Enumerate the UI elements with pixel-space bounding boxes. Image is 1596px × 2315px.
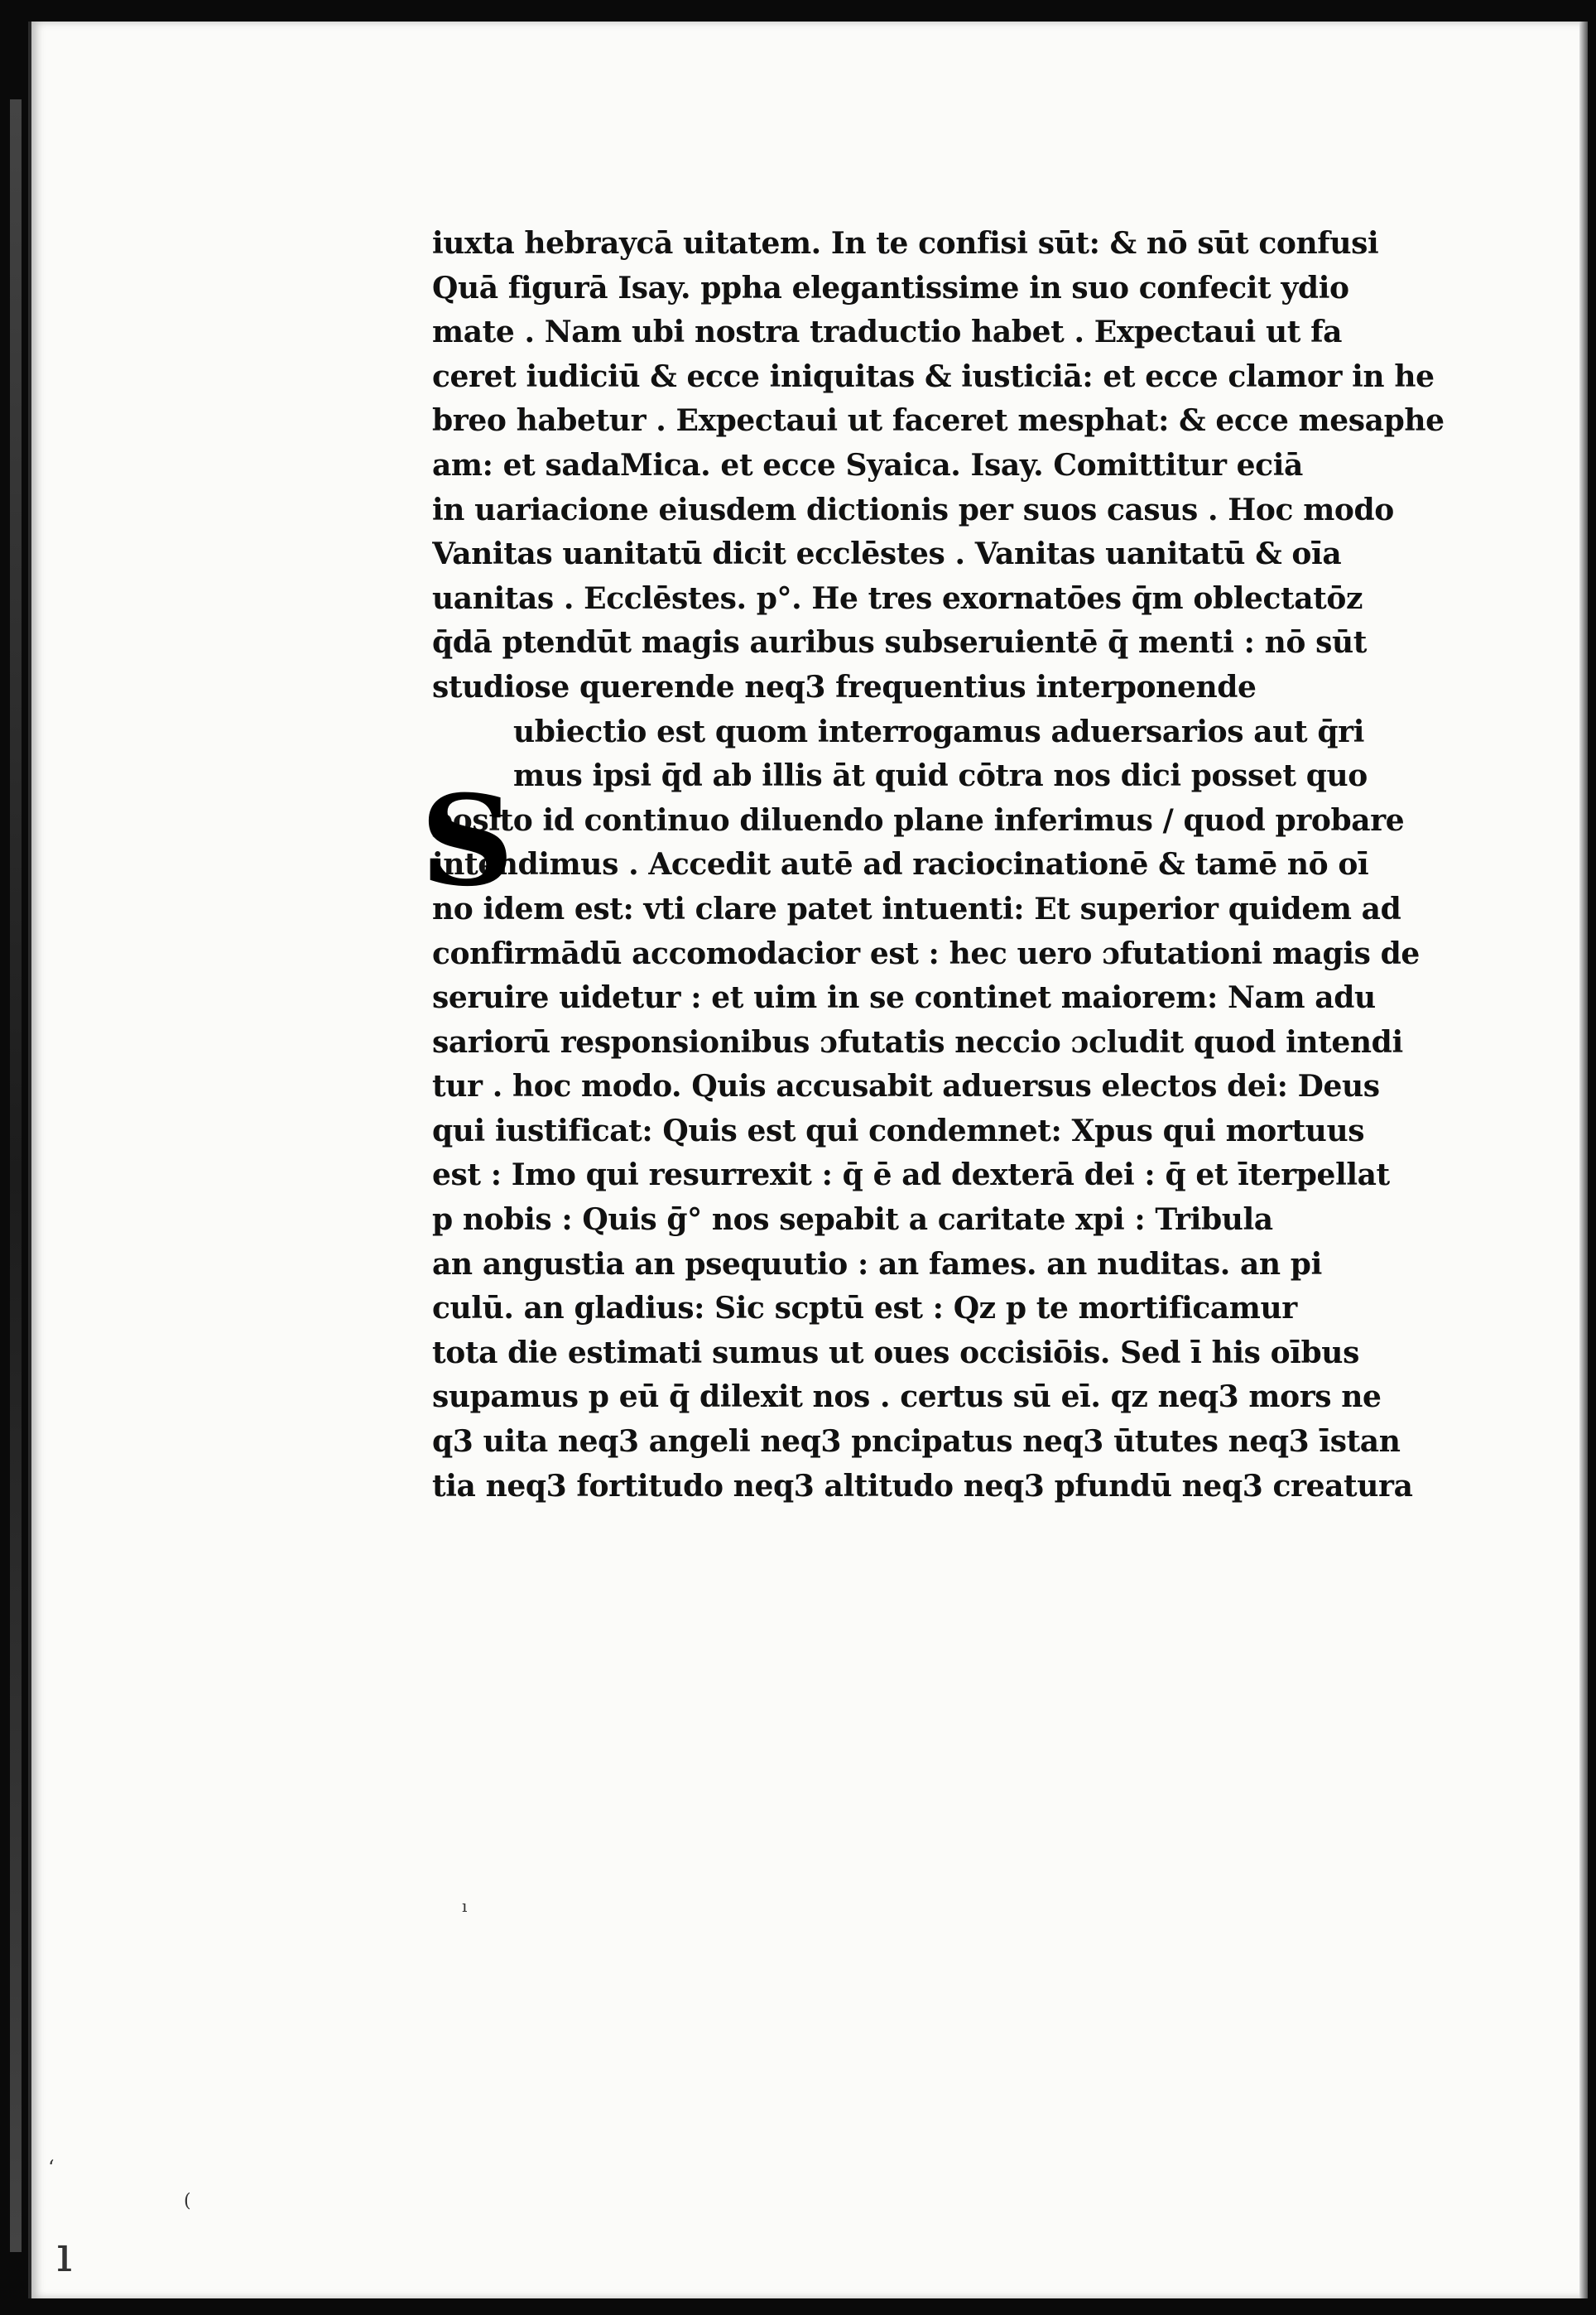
text-line: culū. an gladius: Sic scptū est : Qz p te mortificamur (432, 1291, 1297, 1326)
text-line: est : Imo qui resurrexit : q̄ ē ad dexterā dei : q̄ et īterpellat (432, 1158, 1390, 1193)
text-line: qui iustificat: Quis est qui condemnet: Xpus qui mortuus (432, 1113, 1365, 1148)
text-line: intendimus . Accedit autē ad raciocinationē & tamē nō oī (432, 847, 1369, 883)
text-line: mus ipsi q̄d ab illis āt quid cōtra nos dici posset quo (513, 758, 1368, 794)
margin-mark: ı (56, 2226, 73, 2284)
text-line: seruire uidetur : et uim in se continet maiorem: Nam adu (432, 980, 1376, 1016)
drop-initial: S (420, 768, 515, 914)
text-line: confirmādū accomodacior est : hec uero ɔfutationi magis de (432, 936, 1420, 971)
text-line: tur . hoc modo. Quis accusabit aduersus electos dei: Deus (432, 1069, 1380, 1105)
text-column (420, 222, 1459, 1509)
page-edge (1579, 22, 1588, 2298)
text-line: breo habetur . Expectaui ut faceret mesphat: & ecce mesaphe (432, 403, 1445, 439)
text-line: supamus p eū q̄ dilexit nos . certus sū eī. qz neq3 mors ne (432, 1379, 1382, 1415)
margin-mark: ʻ (48, 2156, 55, 2179)
text-line: posito id continuo diluendo plane inferimus / quod probare (432, 802, 1405, 838)
text-line: no idem est: vti clare patet intuenti: Et superior quidem ad (432, 891, 1401, 926)
text-line: in uariacione eiusdem dictionis per suos casus . Hoc modo (432, 492, 1394, 527)
text-line: ubiectio est quom interrogamus aduersarios aut q̄ri (513, 714, 1364, 749)
text-line: q̄dā ptendūt magis auribus subseruientē q̄ menti : nō sūt (432, 625, 1368, 661)
text-line: an angustia an psequutio : an fames. an nuditas. an pi (432, 1246, 1322, 1282)
text-line: p nobis : Quis ḡ° nos sepabit a caritate xpi : Tribula (432, 1202, 1273, 1238)
binding-shadow (10, 99, 22, 2252)
text-line: ceret iudiciū & ecce iniquitas & iusticiā: et ecce clamor in he (432, 359, 1435, 394)
text-line: Quā figurā Isay. ppha elegantissime in suo confecit ydio (432, 270, 1349, 306)
margin-mark: ı (462, 1896, 468, 1916)
text-line: Vanitas uanitatū dicit ecclēstes . Vanitas uanitatū & oīa (432, 537, 1342, 572)
text-line: tota die estimati sumus ut oues occisiōis. Sed ī his oībus (432, 1335, 1359, 1370)
text-line: iuxta hebraycā uitatem. In te confisi sūt: & nō sūt confusi (432, 226, 1379, 261)
text-line: q3 uita neq3 angeli neq3 pncipatus neq3 ūtutes neq3 īstan (432, 1424, 1401, 1460)
text-line: tia neq3 fortitudo neq3 altitudo neq3 pfundū neq3 creatura (432, 1468, 1413, 1504)
margin-mark: ( (184, 2191, 191, 2212)
text-line: mate . Nam ubi nostra traductio habet . Expectaui ut fa (432, 315, 1343, 350)
text-line: studiose querende neq3 frequentius interponende (432, 669, 1257, 705)
text-line: am: et sadaMica. et ecce Syaica. Isay. Comittitur eciā (432, 447, 1303, 483)
text-line: uanitas . Ecclēstes. p°. He tres exornatōes q̄m oblectatōz (432, 580, 1363, 616)
text-line: sariorū responsionibus ɔfutatis neccio ɔcludit quod intendi (432, 1024, 1403, 1060)
